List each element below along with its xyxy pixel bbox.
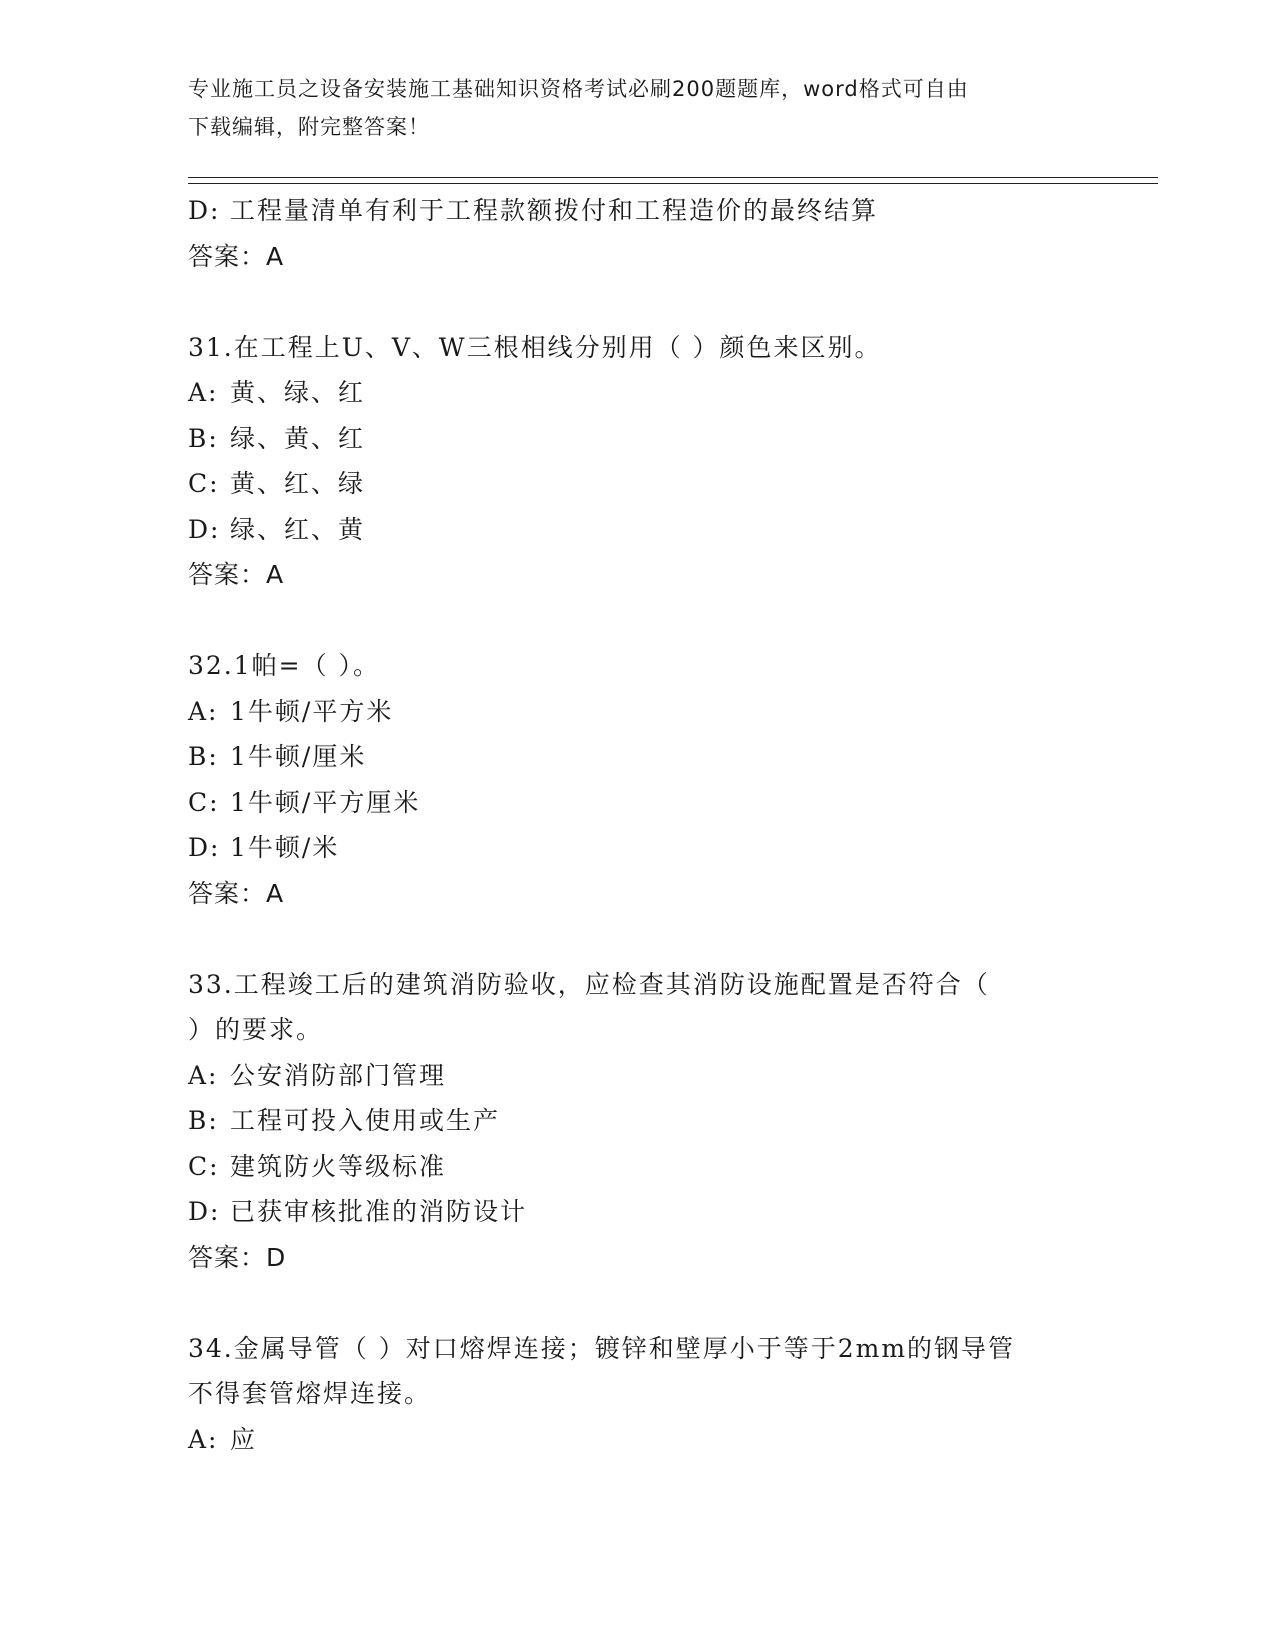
option-prefix: C: xyxy=(188,469,220,498)
option-c xyxy=(188,780,1088,826)
option-prefix: C: xyxy=(188,1151,220,1181)
option-text: 黄、绿、红 xyxy=(230,378,366,407)
option-b xyxy=(188,1098,1088,1144)
question-32 xyxy=(188,643,1088,916)
option-prefix: D: xyxy=(188,196,221,225)
option-a xyxy=(188,689,1088,735)
option-a xyxy=(188,370,1088,416)
option-text: 1牛顿/厘米 xyxy=(230,742,367,771)
question-stem-continued: 不得套管熔焊连接。 xyxy=(188,1379,432,1408)
option-prefix: D: xyxy=(188,514,221,544)
option-d xyxy=(188,1189,1088,1235)
answer-value: D xyxy=(266,1242,287,1272)
answer-label: 答案： xyxy=(188,878,267,908)
question-33 xyxy=(188,962,1088,1281)
option-text: 1牛顿/平方米 xyxy=(230,696,394,726)
option-a xyxy=(188,1053,1088,1099)
option-text: 建筑防火等级标准 xyxy=(230,1151,447,1181)
answer-label: 答案： xyxy=(188,560,267,589)
option-text: 工程可投入使用或生产 xyxy=(230,1106,501,1135)
answer-label: 答案： xyxy=(188,1242,267,1272)
answer-label: 答案： xyxy=(188,241,267,271)
answer-value: A xyxy=(266,241,285,271)
option-prefix: A: xyxy=(188,696,219,726)
option-d xyxy=(188,507,1088,553)
option-c xyxy=(188,1144,1088,1190)
option-b xyxy=(188,416,1088,462)
question-stem: 31.在工程上U、V、W三根相线分别用（ ）颜色来区别。 xyxy=(188,332,882,362)
spacer xyxy=(188,916,1088,962)
question-stem: 33.工程竣工后的建筑消防验收，应检查其消防设施配置是否符合（ xyxy=(188,969,990,999)
option-b xyxy=(188,734,1088,780)
option-text: 已获审核批准的消防设计 xyxy=(230,1197,528,1226)
answer-value: A xyxy=(266,878,285,908)
option-text: 应 xyxy=(230,1424,258,1454)
option-prefix: B: xyxy=(188,1106,219,1135)
header-divider-top xyxy=(188,177,1158,178)
question-stem: 32.1帕=（ ）。 xyxy=(188,651,381,680)
option-prefix: A: xyxy=(188,1424,219,1454)
option-a xyxy=(188,1417,1088,1463)
question-31 xyxy=(188,325,1088,598)
spacer xyxy=(188,1280,1088,1326)
document-header xyxy=(188,70,1088,146)
option-prefix: B: xyxy=(188,423,219,453)
option-d xyxy=(188,825,1088,871)
option-text: 黄、红、绿 xyxy=(230,469,366,498)
option-text: 1牛顿/米 xyxy=(230,833,340,862)
option-text: 工程量清单有利于工程款额拨付和工程造价的最终结算 xyxy=(230,196,879,225)
question-content xyxy=(188,188,1088,1462)
question-34 xyxy=(188,1326,1088,1463)
option-prefix: A: xyxy=(188,1060,219,1090)
option-c xyxy=(188,461,1088,507)
option-prefix: B: xyxy=(188,742,219,771)
option-prefix: C: xyxy=(188,787,220,817)
option-prefix: D: xyxy=(188,1197,221,1226)
option-text: 公安消防部门管理 xyxy=(230,1060,447,1090)
answer-line xyxy=(188,234,1088,280)
option-d xyxy=(188,188,1088,234)
option-text: 绿、黄、红 xyxy=(230,423,366,453)
answer-line xyxy=(188,1235,1088,1281)
header-title-line-1: 专业施工员之设备安装施工基础知识资格考试必刷200题题库，word格式可自由 xyxy=(188,77,969,101)
spacer xyxy=(188,279,1088,325)
answer-line xyxy=(188,552,1088,598)
option-prefix: A: xyxy=(188,378,219,407)
spacer xyxy=(188,598,1088,644)
question-stem-continued: ）的要求。 xyxy=(188,1015,324,1044)
option-text: 1牛顿/平方厘米 xyxy=(230,787,421,817)
question-stem: 34.金属导管（ ）对口熔焊连接；镀锌和壁厚小于等于2mm的钢导管 xyxy=(188,1333,1016,1363)
answer-value: A xyxy=(266,560,285,589)
option-text: 绿、红、黄 xyxy=(230,514,366,544)
option-prefix: D: xyxy=(188,833,221,862)
header-divider-bottom xyxy=(188,183,1158,184)
header-title-line-2: 下载编辑，附完整答案！ xyxy=(188,115,430,139)
answer-line xyxy=(188,871,1088,917)
